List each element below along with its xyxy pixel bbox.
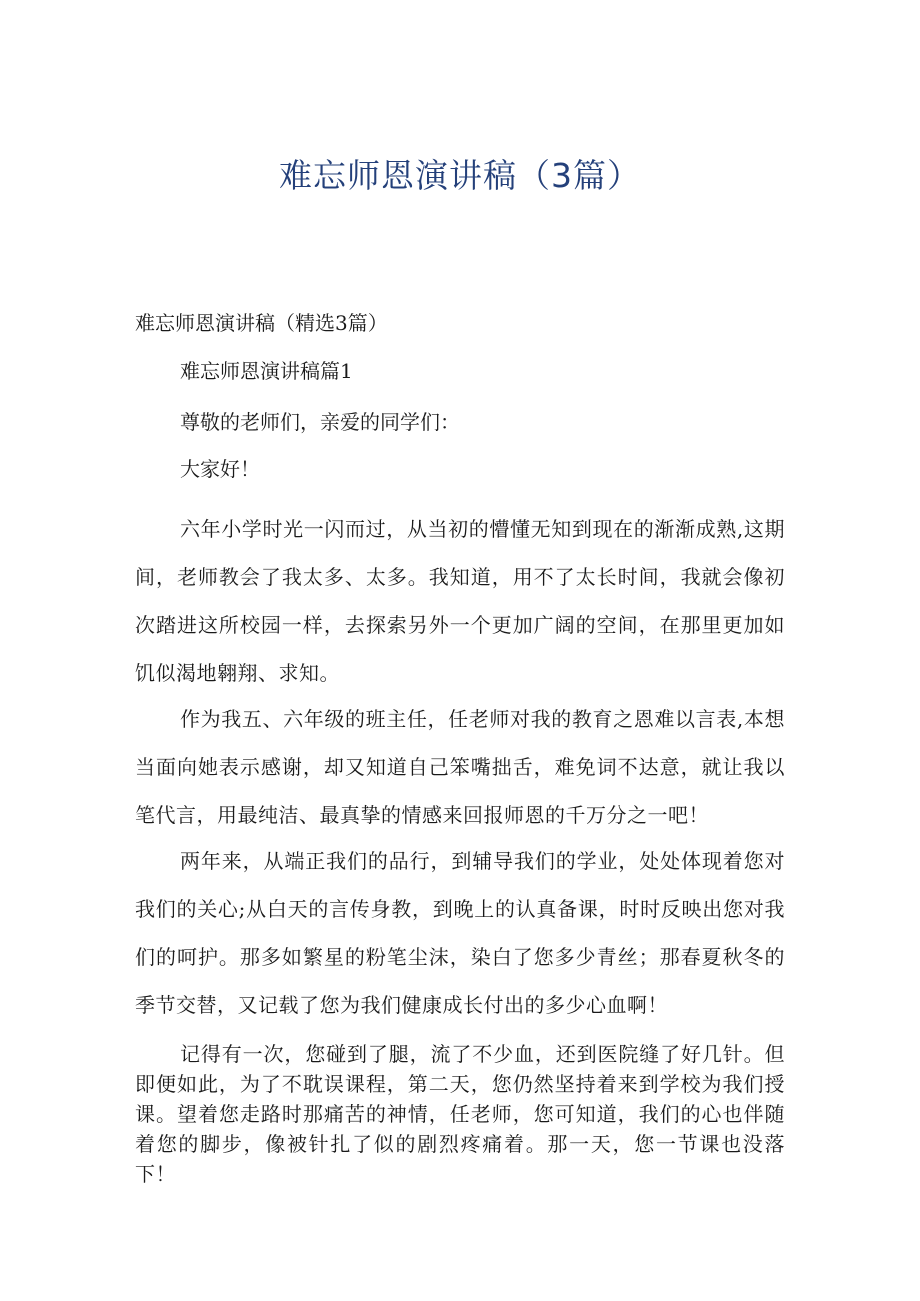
greeting: 大家好！ bbox=[180, 457, 260, 481]
salutation: 尊敬的老师们，亲爱的同学们： bbox=[180, 410, 460, 434]
paragraph-3: 两年来，从端正我们的品行，到辅导我们的学业，处处体现着您对我们的关心;从白天的言传身教，到晚上的认真备课，时时反映出您对我们的呵护。那多如繁星的粉笔尘沫，染白了您多少青丝；那春夏秋冬的季节交替，又记载了您为我们健康成长付出的多少心血啊！ bbox=[135, 849, 785, 1017]
paragraph-2: 作为我五、六年级的班主任，任老师对我的教育之恩难以言表,本想当面向她表示感谢，却又知道自己笨嘴拙舌，难免词不达意，就让我以笔代言，用最纯洁、最真挚的情感来回报师恩的千万分之一吧！ bbox=[135, 707, 785, 827]
paragraph-4: 记得有一次，您碰到了腿，流了不少血，还到医院缝了好几针。但即便如此，为了不耽误课程，第二天，您仍然坚持着来到学校为我们授课。望着您走路时那痛苦的神情，任老师，您可知道，我们的心也伴随着您的脚步，像被针扎了似的剧烈疼痛着。那一天，您一节课也没落下！ bbox=[135, 1042, 785, 1186]
document-subtitle: 难忘师恩演讲稿（精选3篇） bbox=[135, 311, 388, 335]
paragraph-1: 六年小学时光一闪而过，从当初的懵懂无知到现在的渐渐成熟,这期间，老师教会了我太多、太多。我知道，用不了太长时间，我就会像初次踏进这所校园一样，去探索另外一个更加广阔的空间，在那里更加如饥似渴地翱翔、求知。 bbox=[135, 517, 785, 685]
section-heading: 难忘师恩演讲稿篇1 bbox=[180, 359, 353, 383]
document-title: 难忘师恩演讲稿（3篇） bbox=[279, 156, 641, 195]
